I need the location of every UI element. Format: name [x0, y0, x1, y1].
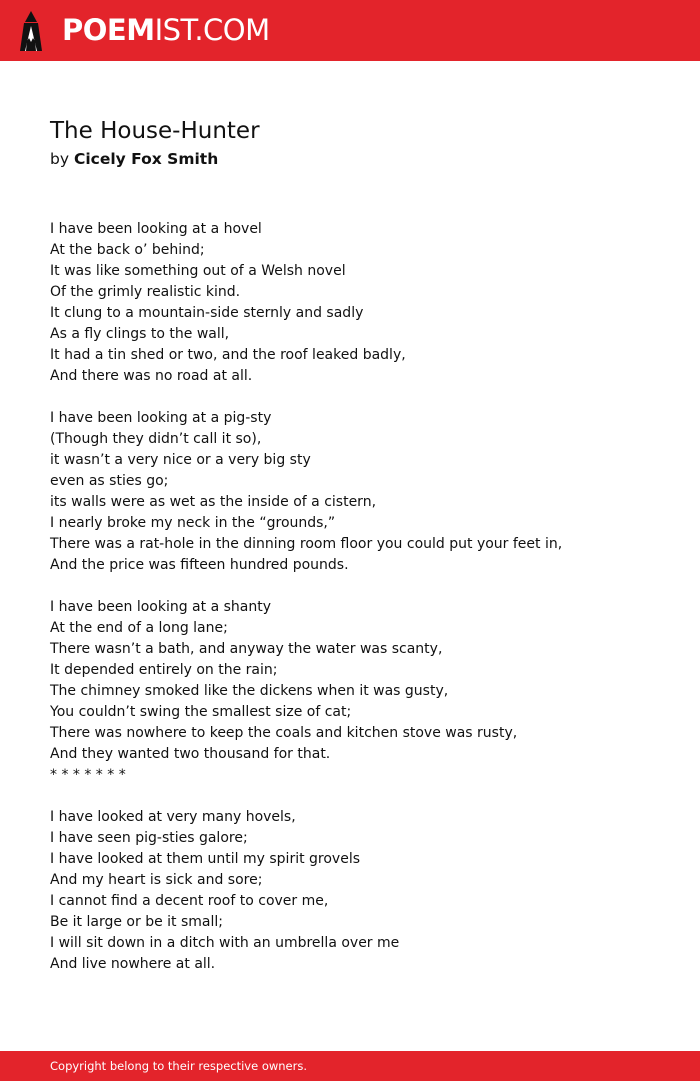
- by-label: by: [50, 150, 70, 168]
- poem-line: I have looked at very many hovels,: [50, 809, 296, 825]
- poem-line: There was a rat-hole in the dinning room floor you could put your feet in,: [50, 536, 563, 552]
- author-name: Cicely Fox Smith: [73, 150, 219, 168]
- poem-line: I will sit down in a ditch with an umbrella over me: [50, 935, 400, 951]
- brand-name-light: IST.COM: [154, 13, 270, 47]
- poem-line: There was nowhere to keep the coals and kitchen stove was rusty,: [50, 725, 518, 741]
- site-footer: [0, 1051, 700, 1081]
- poem-line: Of the grimly realistic kind.: [50, 284, 241, 300]
- byline: [50, 148, 218, 170]
- poem-line: And live nowhere at all.: [50, 956, 216, 972]
- stanza-3: [50, 597, 670, 786]
- poem-body: [50, 219, 670, 996]
- copyright-text: Copyright belong to their respective owners.: [50, 1059, 308, 1073]
- section-separator: * * * * * * *: [50, 767, 126, 783]
- poem-line: I have been looking at a pig-sty: [50, 410, 272, 426]
- poem-line: I nearly broke my neck in the “grounds,”: [50, 515, 336, 531]
- poem-line: And there was no road at all.: [50, 368, 253, 384]
- poem-line: And the price was fifteen hundred pounds.: [50, 557, 349, 573]
- poem-line: At the end of a long lane;: [50, 620, 228, 636]
- stanza-1: [50, 219, 670, 387]
- poem-line: it wasn’t a very nice or a very big sty: [50, 452, 311, 468]
- poem-line: There wasn’t a bath, and anyway the water was scanty,: [50, 641, 443, 657]
- poem-line: I have been looking at a shanty: [50, 599, 271, 615]
- poem-line: even as sties go;: [50, 473, 169, 489]
- poem-line: It clung to a mountain-side sternly and sadly: [50, 305, 364, 321]
- poem-line: I have seen pig-sties galore;: [50, 830, 248, 846]
- poem-line: It depended entirely on the rain;: [50, 662, 278, 678]
- poem-line: It had a tin shed or two, and the roof leaked badly,: [50, 347, 406, 363]
- brand-logo[interactable]: [62, 12, 270, 48]
- stanza-4: [50, 807, 670, 975]
- pencil-logo-icon[interactable]: [18, 10, 44, 52]
- poem-line: I have been looking at a hovel: [50, 221, 262, 237]
- poem-title: The House-Hunter: [50, 118, 260, 144]
- brand-name-bold: POEM: [62, 13, 155, 47]
- poem-line: its walls were as wet as the inside of a cistern,: [50, 494, 377, 510]
- poem-line: And they wanted two thousand for that.: [50, 746, 331, 762]
- poem-line: At the back o’ behind;: [50, 242, 205, 258]
- poem-line: As a fly clings to the wall,: [50, 326, 230, 342]
- poem-line: It was like something out of a Welsh novel: [50, 263, 346, 279]
- site-header: [0, 0, 700, 61]
- poem-line: The chimney smoked like the dickens when it was gusty,: [50, 683, 449, 699]
- poem-line: (Though they didn’t call it so),: [50, 431, 262, 447]
- stanza-2: [50, 408, 670, 576]
- poem-line: Be it large or be it small;: [50, 914, 223, 930]
- poem-line: You couldn’t swing the smallest size of cat;: [50, 704, 352, 720]
- poem-line: I have looked at them until my spirit grovels: [50, 851, 361, 867]
- poem-line: I cannot find a decent roof to cover me,: [50, 893, 329, 909]
- poem-line: And my heart is sick and sore;: [50, 872, 263, 888]
